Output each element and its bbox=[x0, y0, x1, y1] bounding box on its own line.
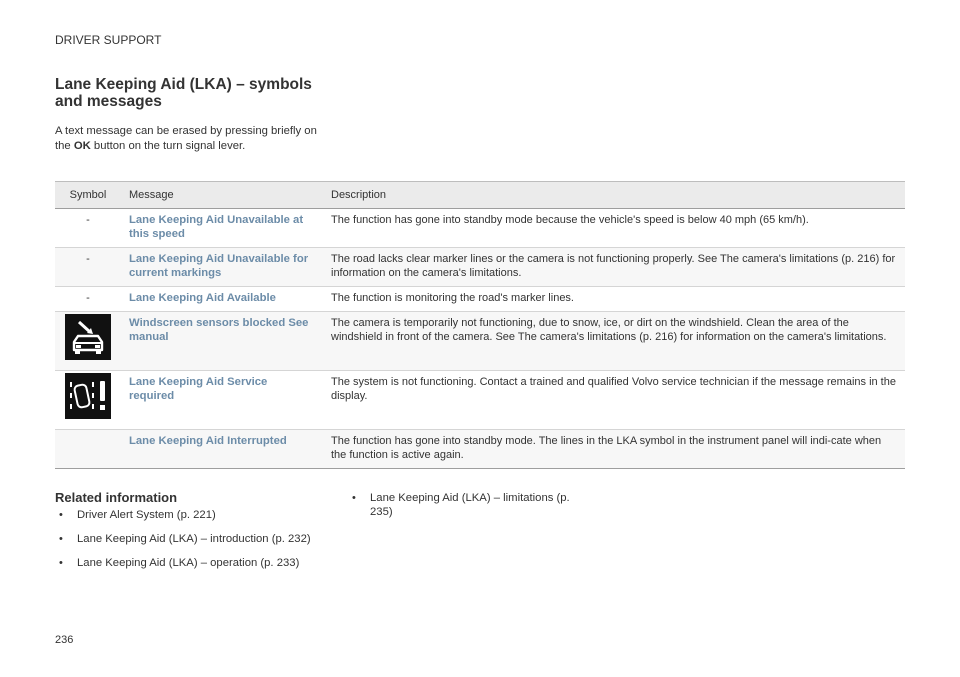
symbol-cell bbox=[55, 248, 121, 287]
message-cell: Windscreen sensors blocked See manual bbox=[121, 312, 323, 371]
message-cell: Lane Keeping Aid Available bbox=[121, 287, 323, 312]
message-column-header: Message bbox=[121, 182, 323, 209]
symbol-dash: - bbox=[86, 292, 90, 304]
description-cell: The function has gone into standby mode. The lines in the LKA symbol in the instrument panel will indi-cate when the function is active again. bbox=[323, 430, 905, 469]
lka-service-icon bbox=[65, 373, 111, 419]
symbol-cell bbox=[55, 371, 121, 430]
symbol-dash: - bbox=[86, 253, 90, 265]
symbol-cell bbox=[55, 430, 121, 469]
message-cell: Lane Keeping Aid Service required bbox=[121, 371, 323, 430]
windscreen-sensor-icon bbox=[65, 314, 111, 360]
related-links-list bbox=[55, 508, 315, 580]
related-link-driver-alert[interactable]: • Driver Alert System (p. 221) bbox=[55, 508, 315, 522]
section-header: DRIVER SUPPORT bbox=[55, 33, 162, 47]
related-information-heading: Related information bbox=[55, 490, 178, 505]
symbol-dash: - bbox=[86, 214, 90, 226]
symbol-column-header: Symbol bbox=[55, 182, 121, 209]
intro-text-before: A text message can be erased by pressing briefly on the bbox=[55, 125, 317, 152]
intro-text-after: button on the turn signal lever. bbox=[90, 139, 246, 152]
description-cell: The function has gone into standby mode because the vehicle's speed is below 40 mph (65 km/h). bbox=[323, 209, 905, 248]
related-link-lka-limitations[interactable]: • Lane Keeping Aid (LKA) – limitations (p. 235) bbox=[348, 491, 578, 519]
message-cell: Lane Keeping Aid Unavailable at this speed bbox=[121, 209, 323, 248]
table-row bbox=[55, 287, 905, 312]
table-row bbox=[55, 248, 905, 287]
symbol-cell bbox=[55, 287, 121, 312]
table-row bbox=[55, 430, 905, 469]
table-header-row bbox=[55, 182, 905, 209]
intro-paragraph bbox=[55, 124, 330, 153]
symbol-cell bbox=[55, 209, 121, 248]
message-cell: Lane Keeping Aid Unavailable for current markings bbox=[121, 248, 323, 287]
related-link-lka-operation[interactable]: • Lane Keeping Aid (LKA) – operation (p. 233) bbox=[55, 556, 315, 570]
table-row bbox=[55, 312, 905, 371]
symbol-cell bbox=[55, 312, 121, 371]
description-column-header: Description bbox=[323, 182, 905, 209]
related-link-lka-introduction[interactable]: • Lane Keeping Aid (LKA) – introduction (p. 232) bbox=[55, 532, 315, 546]
page-title: Lane Keeping Aid (LKA) – symbols and messages bbox=[55, 76, 312, 110]
description-cell: The function is monitoring the road's marker lines. bbox=[323, 287, 905, 312]
description-cell: The road lacks clear marker lines or the camera is not functioning properly. See The camera's limitations (p. 216) for information on the camera's limitations. bbox=[323, 248, 905, 287]
description-cell: The camera is temporarily not functioning, due to snow, ice, or dirt on the windshield. Clean the area of the windshield in front of the camera. See The camera's limitations (p. 216) for information on the camera's limitations. bbox=[323, 312, 905, 371]
page-number: 236 bbox=[55, 634, 74, 646]
table-row bbox=[55, 371, 905, 430]
symbols-messages-table bbox=[55, 181, 905, 469]
related-links-list-column-2 bbox=[348, 491, 578, 529]
description-cell: The system is not functioning. Contact a trained and qualified Volvo service technician if the message remains in the display. bbox=[323, 371, 905, 430]
intro-ok-bold: OK bbox=[73, 139, 91, 152]
message-cell: Lane Keeping Aid Interrupted bbox=[121, 430, 323, 469]
table-row bbox=[55, 209, 905, 248]
